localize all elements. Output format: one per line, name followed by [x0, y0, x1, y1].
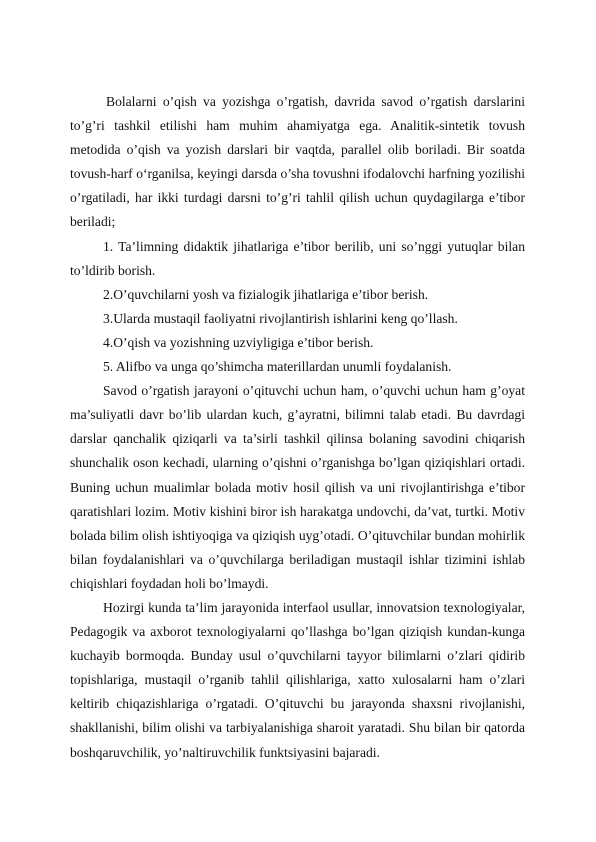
paragraph-intro: Bolalarni o’qish va yozishga o’rgatish, davrida savod o’rgatish darslarini to’g’ri tashkil etilishi ham muhim ahamiyatga ega. Analitik-sintetik tovush metodida o’qish va yozish darslari bir vaqtda, parallel olib boriladi. Bir soatda tovush-harf o‘rganilsa, keyingi darsda o’sha tovushni ifodalovchi harfning yozilishi o’rgatiladi, har ikki turdagi darsni to’g’ri tahlil qilish uchun quydagilarga e’tibor beriladi;	[70, 94, 525, 230]
paragraph-interactive-methods: Hozirgi kunda ta’lim jarayonida interfaol usullar, innovatsion texnologiyalar, Pedagogik va axborot texnologiyalarni qo’llashga bo’lgan qiziqish kundan-kunga kuchayib bormoqda. Bunday usul o’quvchilarni tayyor bilimlarni o’zlari qidirib topishlariga, mustaqil o’rganib tahlil qilishlariga, xatto xulosalarni ham o’zlari keltirib chiqazishlariga o’rgatadi. O’qituvchi bu jarayonda shaxsni rivojlanishi, shakllanishi, bilim olishi va tarbiyalanishiga sharoit yaratadi. Shu bilan bir qatorda boshqaruvchilik, yo’naltiruvchilik funktsiyasini bajaradi.	[70, 599, 525, 760]
list-item: 1. Ta’limning didaktik jihatlariga e’tibor berilib, uni so’nggi yutuqlar bilan to’ldirib borish.	[70, 238, 525, 278]
document-body	[70, 90, 525, 765]
list-item: 3.Ularda mustaqil faoliyatni rivojlantirish ishlarini keng qo’llash.	[103, 310, 458, 326]
list-item: 4.O’qish va yozishning uzviyligiga e’tibor berish.	[103, 334, 374, 350]
paragraph-motivation: Savod o’rgatish jarayoni o’qituvchi uchun ham, o’quvchi uchun ham g’oyat ma’suliyatli davr bo’lib ulardan kuch, g’ayratni, bilimni talab etadi. Bu davrdagi darslar qanchalik qiziqarli va ta’sirli tashkil qilinsa bolaning savodini chiqarish shunchalik oson kechadi, ularning o’qishni o’rganishga bo’lgan qiziqishlari ortadi. Buning uchun mualimlar bolada motiv hosil qilish va uni rivojlantirishga e’tibor qaratishlari lozim. Motiv kishini biror ish harakatga undovchi, da’vat, turtki. Motiv bolada bilim olish ishtiyoqiga va qiziqish uyg’otadi. O’qituvchilar bundan mohirlik bilan foydalanishlari va o’quvchilarga beriladigan mustaqil ishlar tizimini ishlab chiqishlari foydadan holi bo’lmaydi.	[70, 383, 525, 591]
list-item: 5. Alifbo va unga qo’shimcha materillardan unumli foydalanish.	[103, 359, 452, 375]
list-item: 2.O’quvchilarni yosh va fizialogik jihatlariga e’tibor berish.	[103, 286, 429, 302]
